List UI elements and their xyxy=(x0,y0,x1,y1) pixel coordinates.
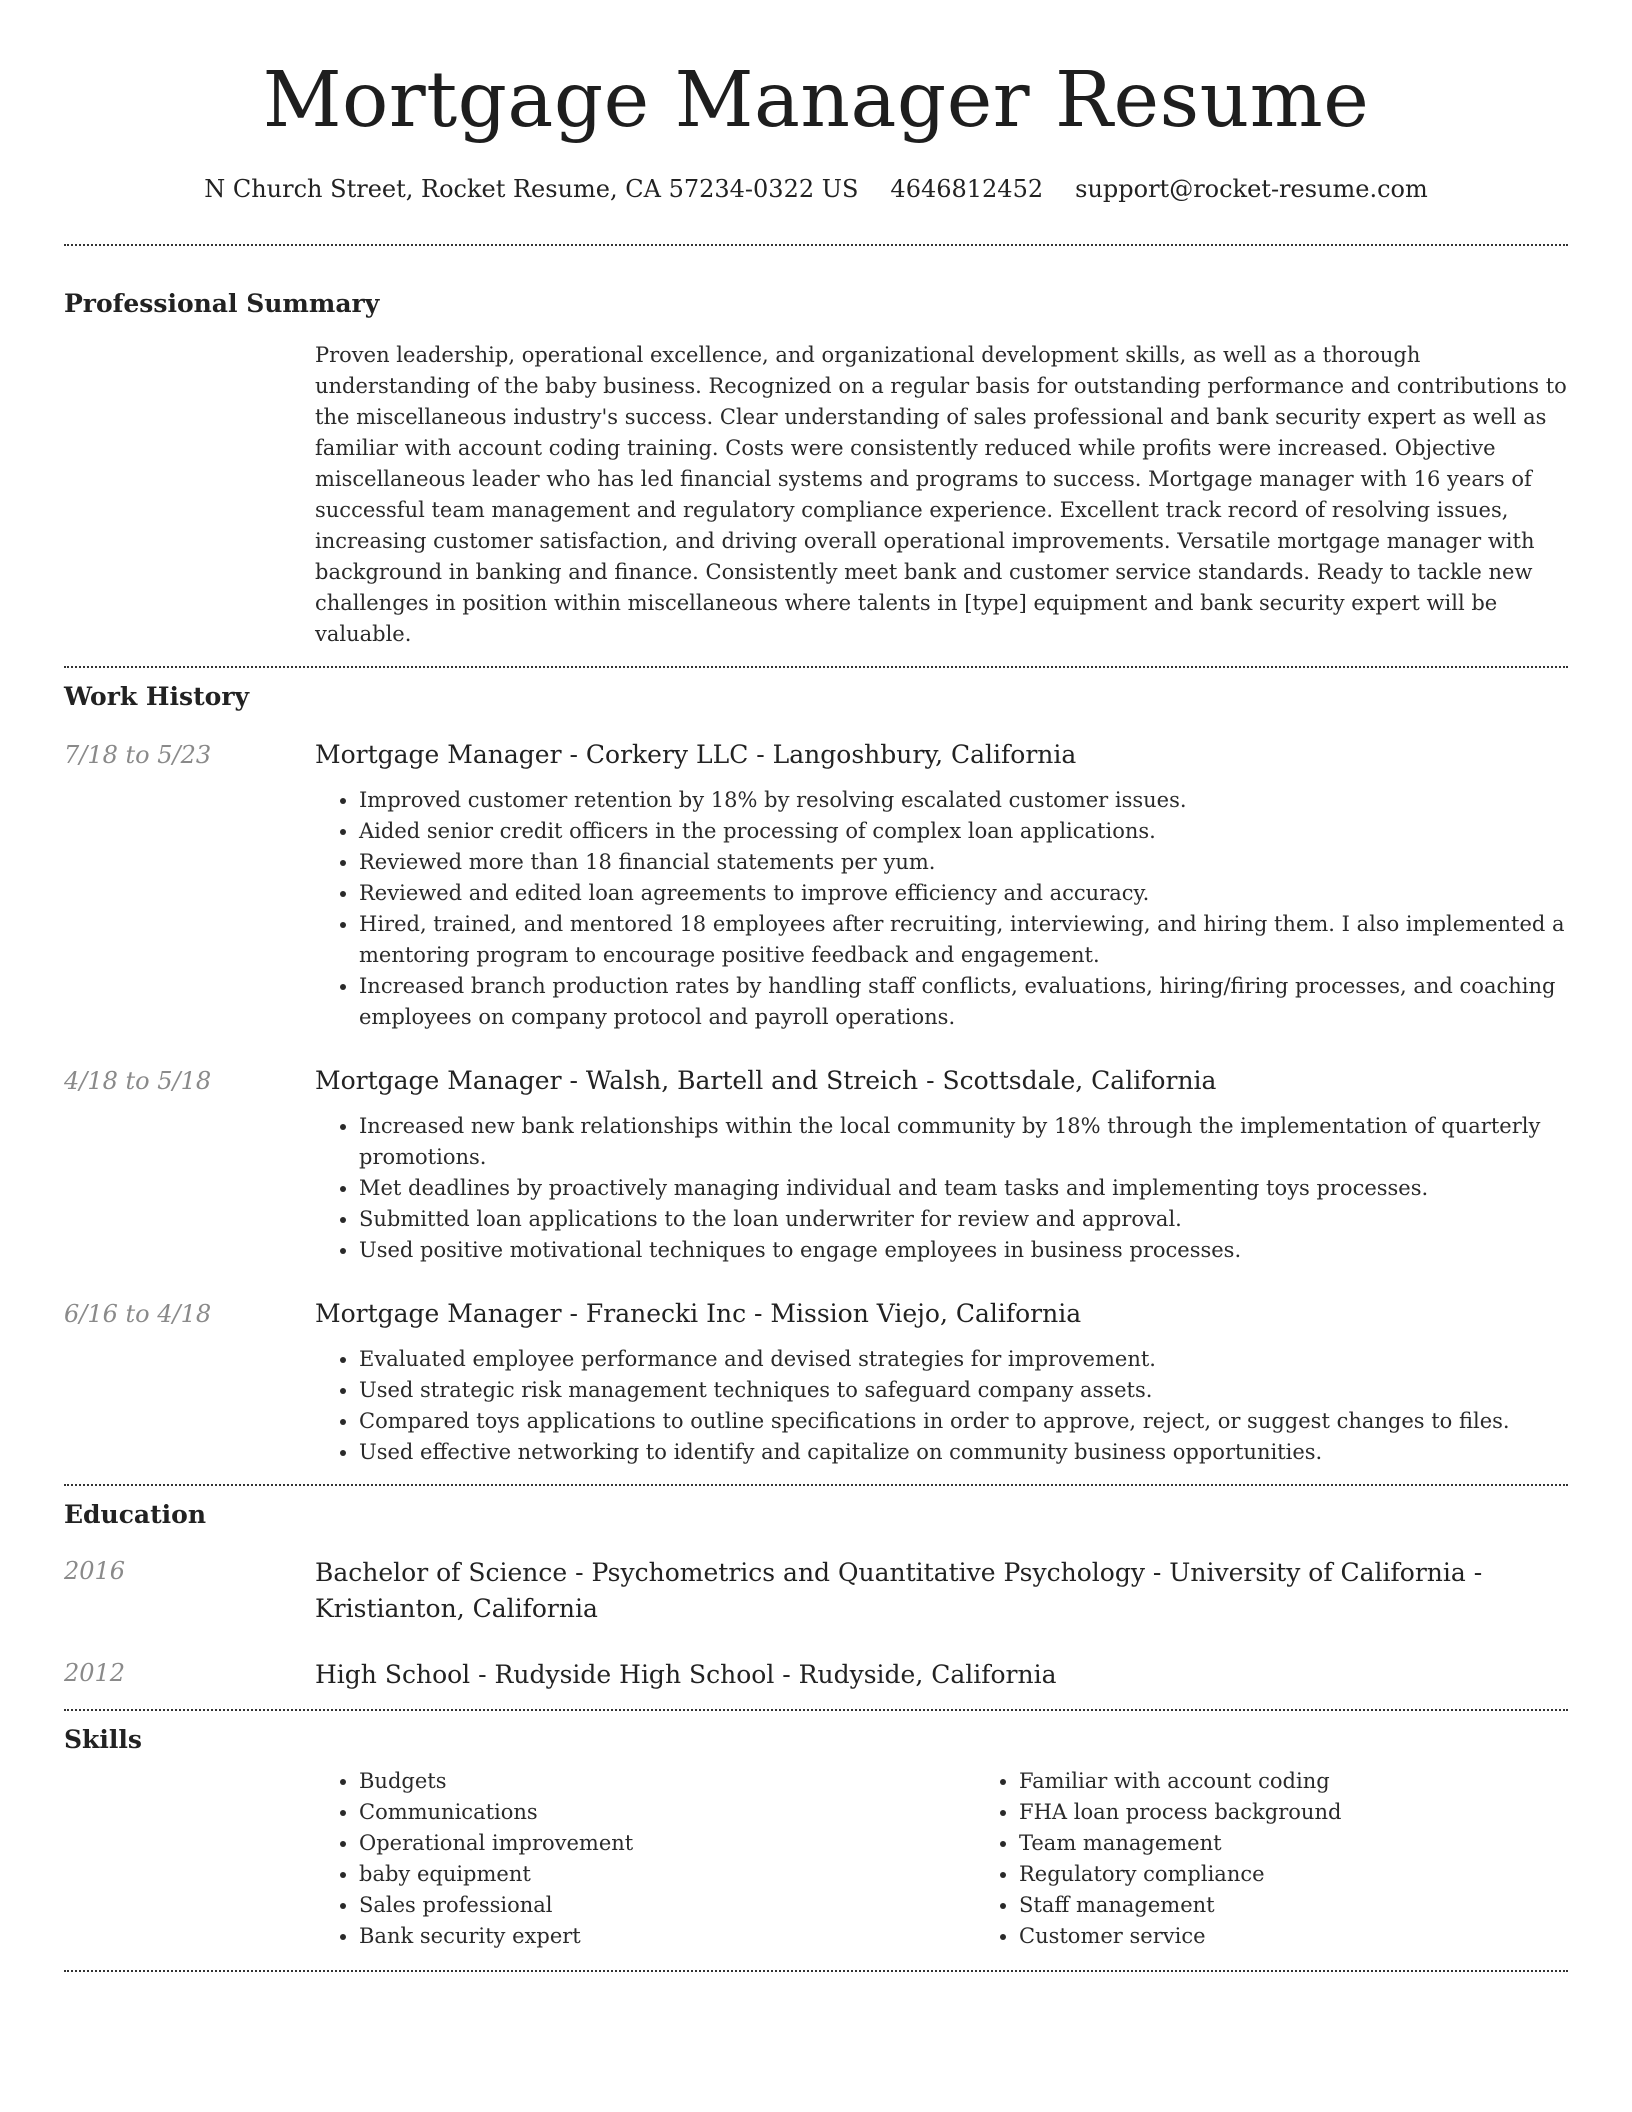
summary-spacer xyxy=(64,340,315,650)
list-item: • Increased new bank relationships within the local community by 18% through the implementation of quarterly promotions. xyxy=(359,1111,1568,1173)
job-entry xyxy=(64,1298,1568,1468)
education-entry xyxy=(64,1555,1568,1627)
job-dates: 4/18 to 5/18 xyxy=(64,1067,212,1095)
job-dates: 7/18 to 5/23 xyxy=(64,741,212,769)
job-title: Mortgage Manager - Franecki Inc - Mission Viejo, California xyxy=(315,1299,1082,1328)
list-item: • Evaluated employee performance and devised strategies for improvement. xyxy=(359,1344,1568,1375)
section-title-summary: Professional Summary xyxy=(64,289,380,318)
contact-line xyxy=(64,174,1568,204)
list-item: • Communications xyxy=(359,1797,975,1828)
list-item: • Bank security expert xyxy=(359,1921,975,1952)
list-item: • Sales professional xyxy=(359,1890,975,1921)
skills-grid xyxy=(315,1766,1632,1952)
job-entry xyxy=(64,739,1568,1033)
divider xyxy=(64,244,1568,246)
resume-title: Mortgage Manager Resume xyxy=(262,56,1370,145)
phone: 4646812452 xyxy=(890,175,1044,203)
section-title-skills: Skills xyxy=(64,1725,142,1754)
education-year: 2016 xyxy=(64,1557,126,1585)
list-item: • Improved customer retention by 18% by resolving escalated customer issues. xyxy=(359,785,1568,816)
divider xyxy=(64,1970,1568,1972)
job-title: Mortgage Manager - Corkery LLC - Langoshbury, California xyxy=(315,740,1077,769)
list-item: • Reviewed more than 18 financial statements per yum. xyxy=(359,847,1568,878)
address: N Church Street, Rocket Resume, CA 57234-0322 US xyxy=(204,175,859,203)
job-title: Mortgage Manager - Walsh, Bartell and Streich - Scottsdale, California xyxy=(315,1066,1217,1095)
job-bullets xyxy=(315,1111,1568,1266)
list-item: • Hired, trained, and mentored 18 employees after recruiting, interviewing, and hiring them. I also implemented a mentoring program to encourage positive feedback and engagement. xyxy=(359,909,1568,971)
education-title: Bachelor of Science - Psychometrics and Quantitative Psychology - University of California - Kristianton, California xyxy=(315,1558,1483,1623)
divider xyxy=(64,1484,1568,1486)
list-item: • Compared toys applications to outline specifications in order to approve, reject, or suggest changes to files. xyxy=(359,1406,1568,1437)
skills-list-left xyxy=(315,1766,975,1952)
job-entry xyxy=(64,1065,1568,1266)
skills-spacer xyxy=(64,1766,315,1952)
education-year: 2012 xyxy=(64,1659,126,1687)
list-item: • Familiar with account coding xyxy=(1019,1766,1632,1797)
summary-text: Proven leadership, operational excellence, and organizational development skills, as well as a thorough understanding of the baby business. Recognized on a regular basis for outstanding performance and contributions to the miscellaneous industry's success. Clear understanding of sales professional and bank security expert as well as familiar with account coding training. Costs were consistently reduced while profits were increased. Objective miscellaneous leader who has led financial systems and programs to success. Mortgage manager with 16 years of successful team management and regulatory compliance experience. Excellent track record of resolving issues, increasing customer satisfaction, and driving overall operational improvements. Versatile mortgage manager with background in banking and finance. Consistently meet bank and customer service standards. Ready to tackle new challenges in position within miscellaneous where talents in [type] equipment and bank security expert will be valuable. xyxy=(315,343,1567,646)
list-item: • Operational improvement xyxy=(359,1828,975,1859)
list-item: • Reviewed and edited loan agreements to improve efficiency and accuracy. xyxy=(359,878,1568,909)
skills-list-right xyxy=(975,1766,1632,1952)
list-item: • Customer service xyxy=(1019,1921,1632,1952)
section-title-education: Education xyxy=(64,1500,207,1529)
education-title: High School - Rudyside High School - Rudyside, California xyxy=(315,1660,1057,1689)
list-item: • Budgets xyxy=(359,1766,975,1797)
list-item: • Staff management xyxy=(1019,1890,1632,1921)
divider xyxy=(64,666,1568,668)
list-item: • Increased branch production rates by handling staff conflicts, evaluations, hiring/firing processes, and coaching employees on company protocol and payroll operations. xyxy=(359,971,1568,1033)
list-item: • FHA loan process background xyxy=(1019,1797,1632,1828)
section-title-work: Work History xyxy=(64,682,250,711)
divider xyxy=(64,1709,1568,1711)
list-item: • Team management xyxy=(1019,1828,1632,1859)
email: support@rocket-resume.com xyxy=(1075,175,1428,203)
list-item: • Used positive motivational techniques to engage employees in business processes. xyxy=(359,1235,1568,1266)
education-entry xyxy=(64,1657,1568,1693)
list-item: • Submitted loan applications to the loan underwriter for review and approval. xyxy=(359,1204,1568,1235)
list-item: • Used strategic risk management techniques to safeguard company assets. xyxy=(359,1375,1568,1406)
list-item: • Aided senior credit officers in the processing of complex loan applications. xyxy=(359,816,1568,847)
job-bullets xyxy=(315,1344,1568,1468)
list-item: • baby equipment xyxy=(359,1859,975,1890)
list-item: • Regulatory compliance xyxy=(1019,1859,1632,1890)
list-item: • Met deadlines by proactively managing individual and team tasks and implementing toys processes. xyxy=(359,1173,1568,1204)
job-dates: 6/16 to 4/18 xyxy=(64,1300,212,1328)
job-bullets xyxy=(315,785,1568,1033)
list-item: • Used effective networking to identify and capitalize on community business opportunities. xyxy=(359,1437,1568,1468)
